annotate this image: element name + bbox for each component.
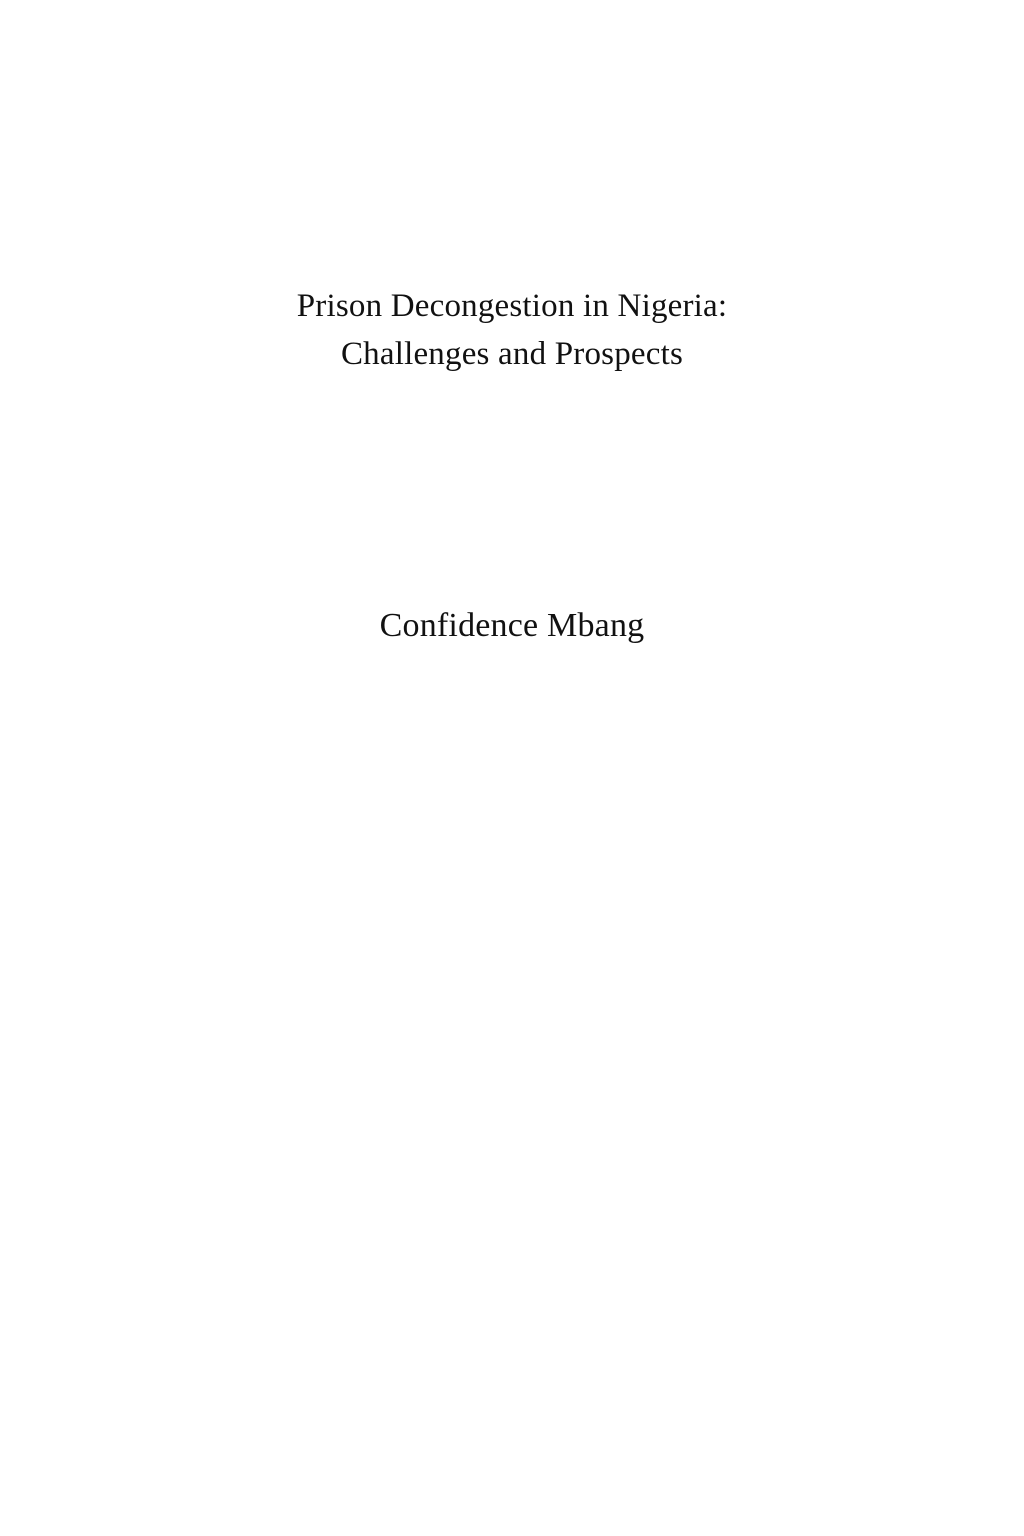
author-name: Confidence Mbang — [379, 607, 645, 644]
book-title-line-2: Challenges and Prospects — [340, 336, 684, 372]
book-title-line-1: Prison Decongestion in Nigeria: — [296, 288, 728, 324]
book-title — [0, 282, 1024, 378]
author-block — [0, 604, 1024, 648]
